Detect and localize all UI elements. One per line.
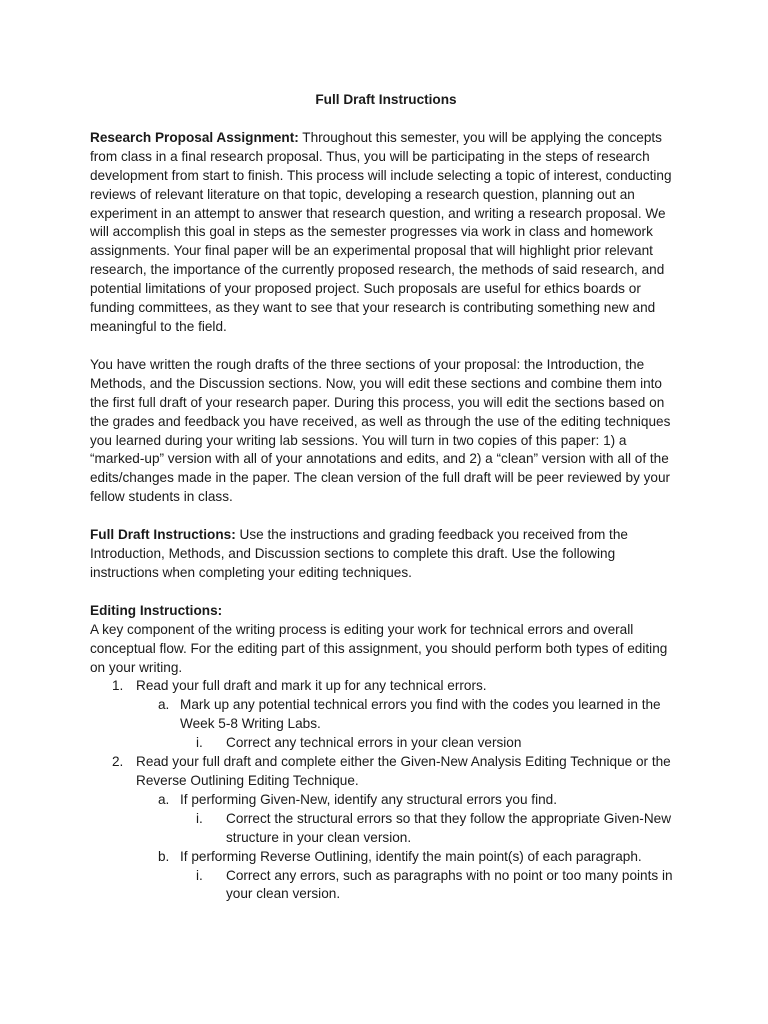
research-proposal-paragraph	[90, 129, 682, 337]
research-proposal-text: Throughout this semester, you will be applying the concepts from class in a final research proposal. Thus, you will be participating in the steps of research development from start to finish. This process will include selecting a topic of interest, conducting reviews of relevant literature on that topic, developing a research question, planning out an experiment in an attempt to answer that research question, and writing a research proposal. We will accomplish this goal in steps as the semester progresses via work in class and homework assignments. Your final paper will be an experimental proposal that will highlight prior relevant research, the importance of the currently proposed research, the methods of said research, and potential limitations of your proposed project. Such proposals are useful for ethics boards or funding committees, as they want to see that your research is contributing something new and meaningful to the field.	[90, 129, 672, 334]
list-item-2a-text: If performing Given-New, identify any structural errors you find.	[180, 791, 558, 807]
list-item-2-text: Read your full draft and complete either the Given-New Analysis Editing Technique or the Reverse Outlining Editing Technique.	[136, 754, 671, 788]
list-marker-1a-i: i.	[196, 735, 203, 751]
list-item-1-text: Read your full draft and mark it up for any technical errors.	[136, 678, 487, 694]
list-item-2a-i	[90, 810, 682, 848]
editing-instructions-intro: A key component of the writing process is editing your work for technical errors and overall conceptual flow. For the editing part of this assignment, you should perform both types of editing on your writing.	[90, 621, 668, 675]
full-draft-instructions-lead: Full Draft Instructions:	[90, 527, 236, 543]
list-marker-2b-i: i.	[196, 867, 203, 883]
full-draft-instructions-text: Use the instructions and grading feedback you received from the Introduction, Methods, and Discussion sections to complete this draft. Use the following instructions when completing your editing techniques.	[90, 527, 628, 580]
list-marker-1a: a.	[158, 697, 170, 713]
list-item-2b-i-text: Correct any errors, such as paragraphs with no point or too many points in your clean version.	[226, 867, 673, 902]
list-item-1a-i	[90, 734, 682, 753]
list-item-2	[90, 753, 682, 791]
list-item-1	[90, 677, 682, 696]
list-item-2b	[90, 848, 682, 867]
list-item-2a-i-text: Correct the structural errors so that they follow the appropriate Given-New structure in your clean version.	[226, 810, 672, 845]
list-item-2a	[90, 791, 682, 810]
full-draft-instructions-paragraph	[90, 526, 682, 583]
list-marker-2b: b.	[158, 848, 170, 864]
list-item-1a	[90, 696, 682, 734]
document-title: Full Draft Instructions	[315, 92, 457, 107]
list-item-1a-text: Mark up any potential technical errors you find with the codes you learned in the Week 5-8 Writing Labs.	[180, 697, 661, 732]
research-proposal-lead: Research Proposal Assignment:	[90, 129, 299, 145]
list-marker-2a: a.	[158, 791, 170, 807]
list-item-2b-text: If performing Reverse Outlining, identify the main point(s) of each paragraph.	[180, 848, 642, 864]
list-marker-2a-i: i.	[196, 810, 203, 826]
list-marker-1: 1.	[112, 678, 124, 694]
list-marker-2: 2.	[112, 754, 124, 770]
editing-instructions-heading: Editing Instructions:	[90, 602, 223, 618]
editing-steps-list	[90, 677, 682, 904]
rough-drafts-paragraph: You have written the rough drafts of the three sections of your proposal: the Introduction, the Methods, and the Discussion sections. Now, you will edit these sections and combine them into the first full draft of your research paper. During this process, you will edit the sections based on the grades and feedback you have received, as well as through the use of the editing techniques you learned during your writing lab sessions. You will turn in two copies of this paper: 1) a “marked-up” version with all of your annotations and edits, and 2) a “clean” version with all of the edits/changes made in the paper. The clean version of the full draft will be peer reviewed by your fellow students in class.	[90, 356, 671, 505]
list-item-1a-i-text: Correct any technical errors in your clean version	[226, 735, 522, 751]
document-page	[90, 91, 682, 904]
list-item-2b-i	[90, 867, 682, 905]
